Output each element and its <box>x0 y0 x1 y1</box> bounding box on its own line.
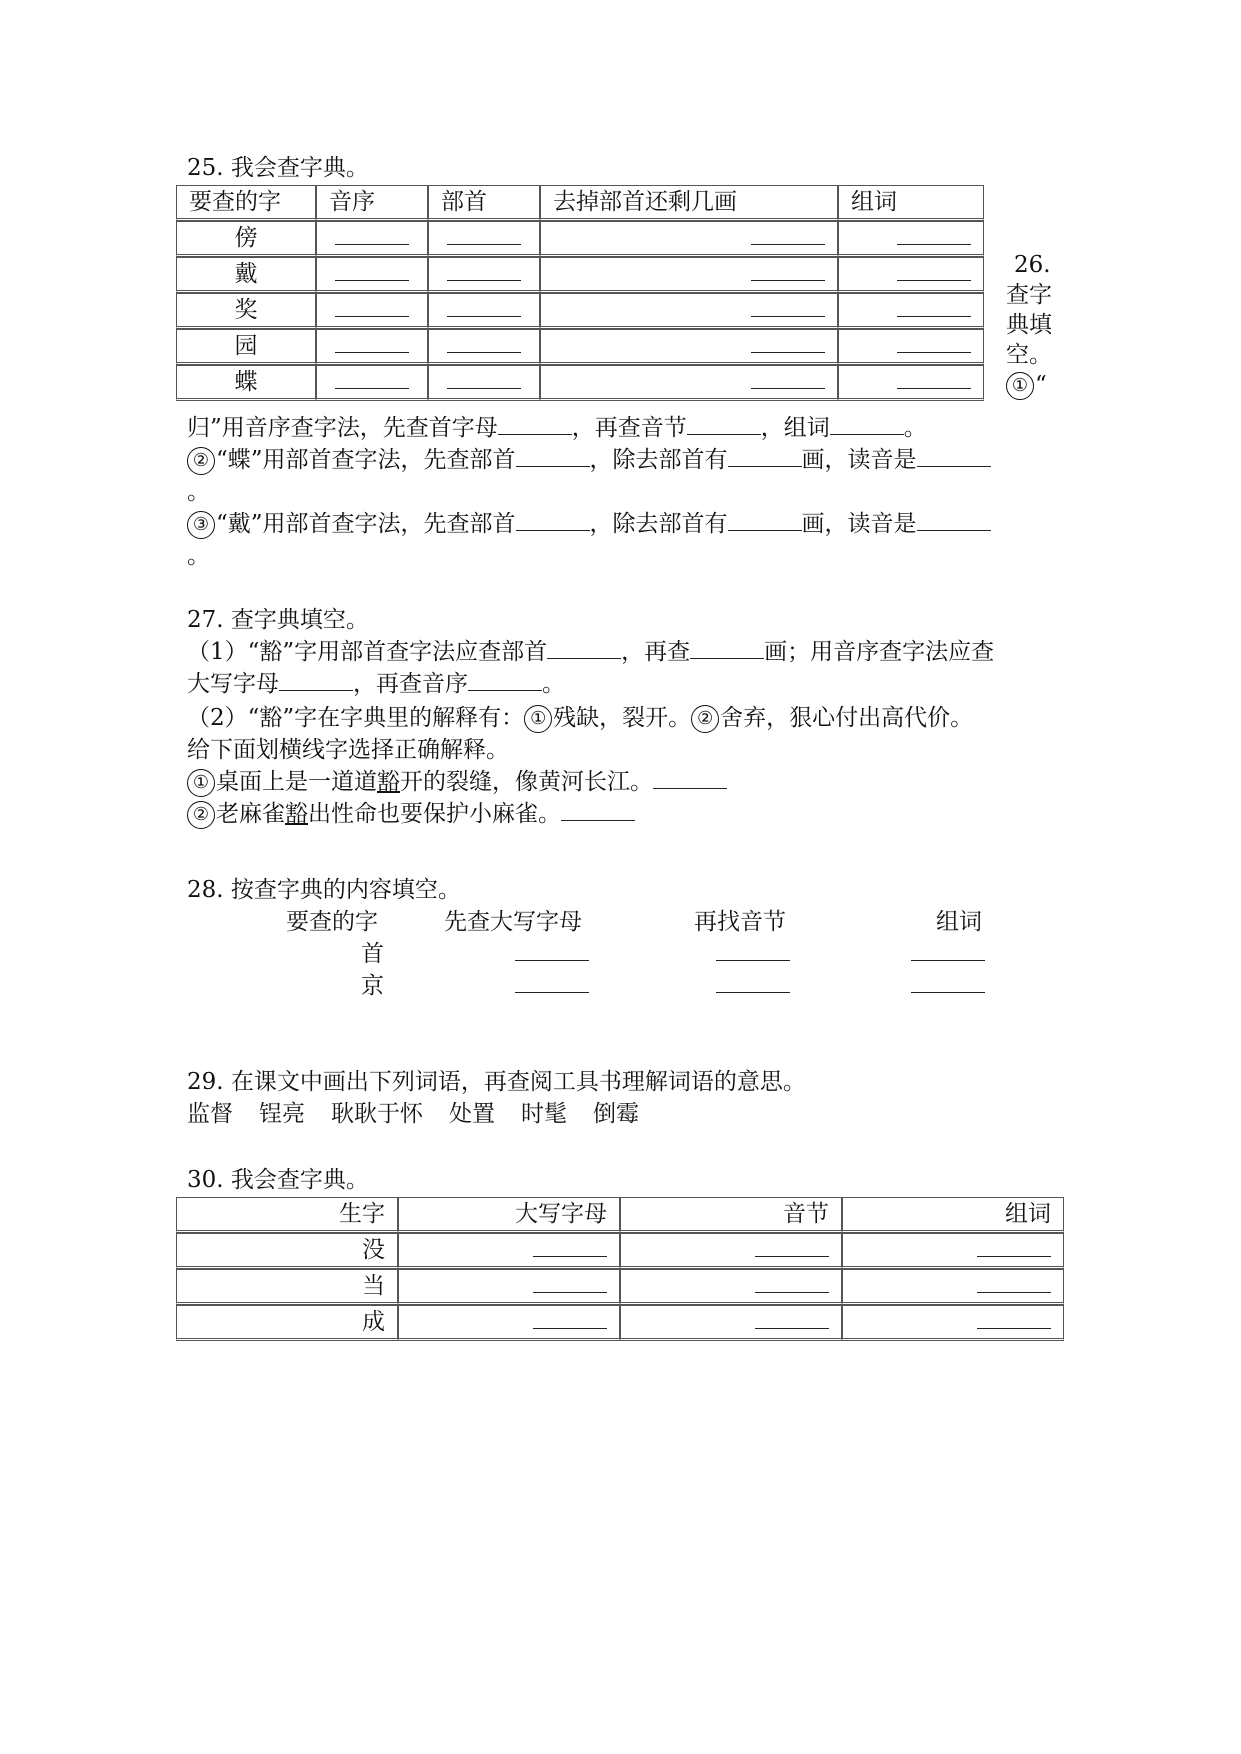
char-cell: 园 <box>176 329 316 365</box>
blank-cell[interactable] <box>428 329 540 365</box>
answer-blank[interactable] <box>728 510 802 531</box>
blank-cell[interactable] <box>620 1305 842 1341</box>
answer-blank[interactable] <box>911 938 985 970</box>
answer-blank[interactable] <box>917 446 991 467</box>
header-cell: 组词 <box>838 185 984 221</box>
blank-cell[interactable] <box>842 1305 1064 1341</box>
q27-sentence2: ② 老麻雀豁出性命也要保护小麻雀。 <box>187 798 635 830</box>
blank-cell[interactable] <box>428 365 540 401</box>
table-row <box>176 221 984 257</box>
answer-blank[interactable] <box>716 970 790 1002</box>
blank-cell[interactable] <box>838 257 984 293</box>
q29-word-list <box>187 1098 665 1130</box>
answer-blank[interactable] <box>716 938 790 970</box>
blank-cell[interactable] <box>838 329 984 365</box>
q27-part1b: 大写字母 ，再查音序 。 <box>187 671 565 697</box>
header-cell: 音序 <box>316 185 428 221</box>
underlined-char: 豁 <box>285 801 308 827</box>
answer-blank[interactable] <box>468 670 542 691</box>
char-cell: 傍 <box>176 221 316 257</box>
word-item: 处置 <box>449 1101 495 1127</box>
q26-line1: 归”用音序查字法，先查首字母 ，再查音节 ，组词 。 <box>187 415 927 441</box>
header-cell: 生字 <box>176 1197 398 1233</box>
q26-item2-end: 。 <box>187 479 210 505</box>
table-row <box>176 257 984 293</box>
table-row <box>176 1269 1064 1305</box>
blank-cell[interactable] <box>316 221 428 257</box>
q28-header-syllable: 再找音节 <box>694 909 786 935</box>
q26-item3-end: 。 <box>187 543 210 569</box>
q27-sentence1: ① 桌面上是一道道豁开的裂缝，像黄河长江。 <box>187 766 727 798</box>
word-item: 耿耿于怀 <box>331 1101 423 1127</box>
char-cell: 当 <box>176 1269 398 1305</box>
q25-table <box>176 185 984 401</box>
q26-item2: ② “蝶”用部首查字法，先查部首 ，除去部首有 画，读音是 <box>187 444 991 476</box>
q27-instruction: 给下面划横线字选择正确解释。 <box>187 737 509 763</box>
answer-blank[interactable] <box>687 414 761 435</box>
blank-cell[interactable] <box>838 221 984 257</box>
table-row <box>176 1233 1064 1269</box>
q28-header-word: 组词 <box>936 909 982 935</box>
table-row <box>176 365 984 401</box>
blank-cell[interactable] <box>398 1233 620 1269</box>
q29-title: 29. 在课文中画出下列词语，再查阅工具书理解词语的意思。 <box>187 1069 806 1095</box>
answer-blank[interactable] <box>515 938 589 970</box>
char-cell: 戴 <box>176 257 316 293</box>
circled-number: ② <box>691 705 719 733</box>
blank-cell[interactable] <box>316 329 428 365</box>
circled-number: ① <box>187 769 215 797</box>
answer-blank[interactable] <box>516 510 590 531</box>
q26-item3: ③ “戴”用部首查字法，先查部首 ，除去部首有 画，读音是 <box>187 508 991 540</box>
blank-cell[interactable] <box>838 293 984 329</box>
q27-part2: （2）“豁”字在字典里的解释有： ① 残缺，裂开。 ② 舍弃，狠心付出高代价。 <box>187 705 974 731</box>
blank-cell[interactable] <box>540 257 838 293</box>
table-row <box>176 329 984 365</box>
circled-number: ① <box>524 705 552 733</box>
q28-header-letter: 先查大写字母 <box>444 909 582 935</box>
table-header-row <box>176 185 984 221</box>
header-cell: 大写字母 <box>398 1197 620 1233</box>
answer-blank[interactable] <box>917 510 991 531</box>
blank-cell[interactable] <box>316 365 428 401</box>
q30-table <box>176 1197 1064 1341</box>
answer-blank[interactable] <box>690 638 764 659</box>
circled-number: ② <box>187 801 215 829</box>
blank-cell[interactable] <box>620 1233 842 1269</box>
table-header-row <box>176 1197 1064 1233</box>
char-cell: 成 <box>176 1305 398 1341</box>
blank-cell[interactable] <box>540 365 838 401</box>
blank-cell[interactable] <box>316 293 428 329</box>
answer-blank[interactable] <box>547 638 621 659</box>
answer-blank[interactable] <box>515 970 589 1002</box>
q28-title: 28. 按查字典的内容填空。 <box>187 877 461 903</box>
answer-blank[interactable] <box>653 768 727 789</box>
q25-title: 25. 我会查字典。 <box>187 155 369 181</box>
blank-cell[interactable] <box>540 293 838 329</box>
char-cell: 没 <box>176 1233 398 1269</box>
q28-char: 京 <box>361 973 384 999</box>
q28-char: 首 <box>361 941 384 967</box>
circled-number: ② <box>187 447 215 475</box>
blank-cell[interactable] <box>838 365 984 401</box>
answer-blank[interactable] <box>498 414 572 435</box>
circled-number: ③ <box>187 511 215 539</box>
underlined-char: 豁 <box>377 769 400 795</box>
blank-cell[interactable] <box>316 257 428 293</box>
blank-cell[interactable] <box>428 293 540 329</box>
table-row <box>176 293 984 329</box>
header-cell: 音节 <box>620 1197 842 1233</box>
answer-blank[interactable] <box>830 414 904 435</box>
answer-blank[interactable] <box>516 446 590 467</box>
q26-item1-start: ① “ <box>1006 370 1052 400</box>
blank-cell[interactable] <box>842 1233 1064 1269</box>
blank-cell[interactable] <box>398 1269 620 1305</box>
blank-cell[interactable] <box>620 1269 842 1305</box>
word-item: 监督 <box>187 1101 233 1127</box>
blank-cell[interactable] <box>540 329 838 365</box>
q28-header-char: 要查的字 <box>286 909 378 935</box>
answer-blank[interactable] <box>561 800 635 821</box>
blank-cell[interactable] <box>398 1305 620 1341</box>
table-row <box>176 1305 1064 1341</box>
blank-cell[interactable] <box>540 221 838 257</box>
header-cell: 部首 <box>428 185 540 221</box>
char-cell: 蝶 <box>176 365 316 401</box>
header-cell: 去掉部首还剩几画 <box>540 185 838 221</box>
header-cell: 要查的字 <box>176 185 316 221</box>
word-item: 时髦 <box>521 1101 567 1127</box>
word-item: 锃亮 <box>259 1101 305 1127</box>
q27-title: 27. 查字典填空。 <box>187 607 369 633</box>
circled-number: ① <box>1006 372 1034 400</box>
q26-side-title: 26. 查字 典填 空。 ① “ <box>1006 252 1052 398</box>
word-item: 倒霉 <box>593 1101 639 1127</box>
blank-cell[interactable] <box>428 257 540 293</box>
q30-title: 30. 我会查字典。 <box>187 1167 369 1193</box>
q27-part1: （1）“豁”字用部首查字法应查部首 ，再查 画；用音序查字法应查 <box>187 639 995 665</box>
char-cell: 奖 <box>176 293 316 329</box>
blank-cell[interactable] <box>842 1269 1064 1305</box>
blank-cell[interactable] <box>428 221 540 257</box>
answer-blank[interactable] <box>728 446 802 467</box>
answer-blank[interactable] <box>279 670 353 691</box>
answer-blank[interactable] <box>911 970 985 1002</box>
header-cell: 组词 <box>842 1197 1064 1233</box>
